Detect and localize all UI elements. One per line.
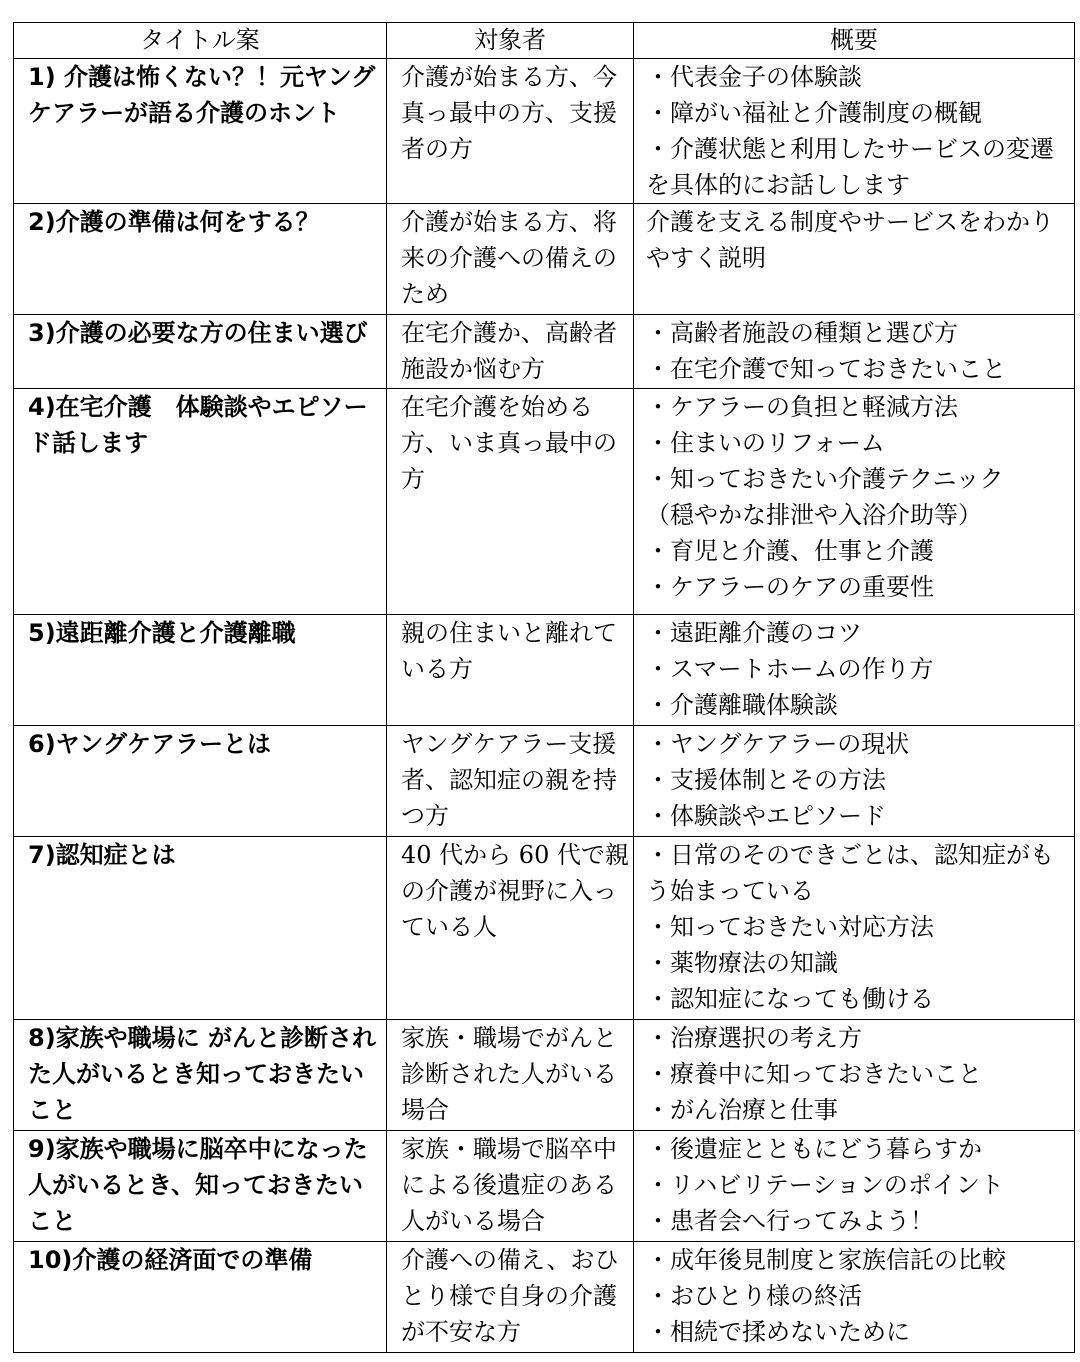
table-header-row	[14, 23, 1075, 59]
row-audience: 介護が始まる方、将来の介護への備えのため	[401, 208, 617, 308]
row-summary	[634, 615, 1074, 723]
table-row	[14, 615, 1075, 726]
row-audience: 親の住まいと離れている方	[401, 619, 617, 683]
row-title-cell	[14, 726, 387, 837]
row-summary-cell	[634, 204, 1075, 315]
table-row	[14, 389, 1075, 615]
table-row	[14, 1131, 1075, 1242]
row-audience: ヤングケアラー支援者、認知症の親を持つ方	[401, 730, 617, 830]
table-row	[14, 1020, 1075, 1131]
row-summary	[634, 1020, 1074, 1128]
row-title-cell	[14, 1131, 387, 1242]
row-audience-cell	[387, 837, 634, 1020]
row-summary-cell	[634, 615, 1075, 726]
summary-line: ・おひとり様の終活	[646, 1282, 862, 1310]
summary-line: ・後遺症とともにどう暮らすか	[646, 1135, 982, 1163]
row-title: 2)介護の準備は何をする？	[28, 208, 320, 236]
summary-line: ・在宅介護で知っておきたいこと	[646, 355, 1006, 383]
header-audience: 対象者	[387, 23, 634, 59]
row-title: 9)家族や職場に脳卒中になった人がいるとき、知っておきたいこと	[28, 1135, 368, 1235]
row-summary-cell	[634, 315, 1075, 389]
row-summary-cell	[634, 726, 1075, 837]
row-title: 5)遠距離介護と介護離職	[28, 619, 296, 647]
row-title-cell	[14, 615, 387, 726]
seminar-table	[13, 22, 1075, 1353]
row-summary-cell	[634, 389, 1075, 615]
row-audience: 家族・職場でがんと診断された人がいる場合	[401, 1024, 617, 1124]
summary-line: ・住まいのリフォーム	[646, 429, 885, 457]
row-audience: 介護が始まる方、今真っ最中の方、支援者の方	[401, 63, 617, 163]
summary-line: ・知っておきたい介護テクニック	[646, 465, 1004, 493]
row-audience: 40 代から 60 代で親の介護が視野に入っている人	[401, 841, 629, 941]
row-summary	[634, 726, 1074, 834]
row-audience: 在宅介護か、高齢者施設か悩む方	[401, 319, 617, 383]
row-summary	[634, 837, 1074, 1017]
row-audience-cell	[387, 615, 634, 726]
row-title: 8)家族や職場に がんと診断された人がいるとき知っておきたいこと	[28, 1024, 377, 1124]
table-body	[14, 59, 1075, 1353]
row-summary-cell	[634, 1242, 1075, 1353]
summary-line: ・療養中に知っておきたいこと	[646, 1060, 982, 1088]
summary-line: ・治療選択の考え方	[646, 1024, 862, 1052]
summary-line: ・支援体制とその方法	[646, 766, 886, 794]
row-title-cell	[14, 1020, 387, 1131]
row-audience-cell	[387, 204, 634, 315]
row-audience-cell	[387, 1020, 634, 1131]
summary-line: ・介護状態と利用したサービスの変遷を具体的にお話しします	[646, 135, 1054, 199]
summary-line: ・ケアラーのケアの重要性	[646, 573, 934, 601]
summary-line: ・ヤングケアラーの現状	[646, 730, 910, 758]
row-audience: 家族・職場で脳卒中による後遺症のある人がいる場合	[401, 1135, 617, 1235]
row-summary-cell	[634, 1020, 1075, 1131]
row-title: 4)在宅介護 体験談やエピソード話します	[28, 393, 368, 457]
row-title: 1) 介護は怖くない？！元ヤングケアラーが語る介護のホント	[28, 63, 376, 127]
row-summary	[634, 315, 1074, 387]
header-title: タイトル案	[14, 23, 387, 59]
row-audience-cell	[387, 1242, 634, 1353]
summary-line: ・遠距離介護のコツ	[646, 619, 862, 647]
row-title-cell	[14, 204, 387, 315]
table-row	[14, 315, 1075, 389]
row-summary-cell	[634, 59, 1075, 204]
summary-line: ・がん治療と仕事	[646, 1096, 838, 1124]
summary-line: ・育児と介護、仕事と介護	[646, 537, 934, 565]
summary-line: ・介護離職体験談	[646, 691, 838, 719]
row-title-cell	[14, 59, 387, 204]
table-row	[14, 837, 1075, 1020]
summary-line: ・スマートホームの作り方	[646, 655, 934, 683]
row-audience-cell	[387, 1131, 634, 1242]
row-summary-cell	[634, 837, 1075, 1020]
row-audience-cell	[387, 59, 634, 204]
summary-line: ・代表金子の体験談	[646, 63, 862, 91]
summary-line: ・障がい福祉と介護制度の概観	[646, 99, 982, 127]
row-summary	[634, 1242, 1074, 1350]
row-title-cell	[14, 315, 387, 389]
row-title-cell	[14, 837, 387, 1020]
row-summary-cell	[634, 1131, 1075, 1242]
row-summary	[634, 59, 1074, 203]
summary-line: ・認知症になっても働ける	[646, 985, 934, 1013]
summary-line: ・知っておきたい対応方法	[646, 913, 934, 941]
row-title-cell	[14, 1242, 387, 1353]
summary-line: ・高齢者施設の種類と選び方	[646, 319, 958, 347]
row-title: 10)介護の経済面での準備	[28, 1246, 313, 1274]
summary-line: ・リハビリテーションのポイント	[646, 1171, 1004, 1199]
row-audience: 在宅介護を始める方、いま真っ最中の方	[401, 393, 617, 493]
row-audience-cell	[387, 726, 634, 837]
summary-line: ・相続で揉めないために	[646, 1318, 910, 1346]
row-audience: 介護への備え、おひとり様で自身の介護が不安な方	[401, 1246, 619, 1346]
table-row	[14, 1242, 1075, 1353]
table-row	[14, 204, 1075, 315]
row-audience-cell	[387, 315, 634, 389]
summary-line: ・日常のそのできごとは、認知症がもう始まっている	[646, 841, 1054, 905]
row-title: 7)認知症とは	[28, 841, 176, 869]
row-summary	[634, 1131, 1074, 1239]
row-title-cell	[14, 389, 387, 615]
row-summary	[634, 204, 1074, 276]
row-title: 3)介護の必要な方の住まい選び	[28, 319, 368, 347]
summary-line: ・体験談やエピソード	[646, 802, 886, 830]
table-row	[14, 726, 1075, 837]
header-summary: 概要	[634, 23, 1075, 59]
summary-line: ・薬物療法の知識	[646, 949, 838, 977]
row-title: 6)ヤングケアラーとは	[28, 730, 271, 758]
summary-line: 介護を支える制度やサービスをわかりやすく説明	[646, 208, 1054, 272]
summary-line: ・成年後見制度と家族信託の比較	[646, 1246, 1006, 1274]
table-row	[14, 59, 1075, 204]
summary-line: ・ケアラーの負担と軽減方法	[646, 393, 958, 421]
row-audience-cell	[387, 389, 634, 615]
row-summary	[634, 389, 1074, 605]
summary-line: ・患者会へ行ってみよう！	[646, 1207, 934, 1235]
summary-line: （穏やかな排泄や入浴介助等）	[646, 501, 982, 529]
